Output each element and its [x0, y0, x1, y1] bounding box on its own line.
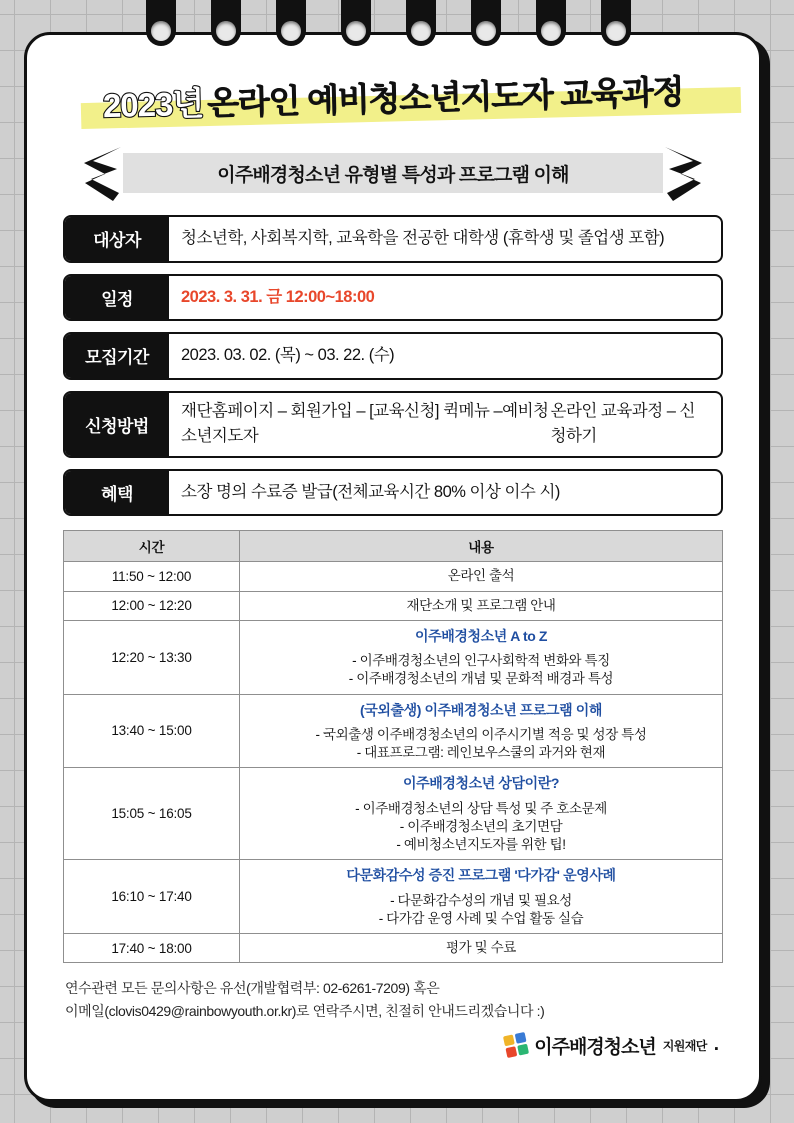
- info-label: 신청방법: [65, 393, 169, 456]
- binder-ring-3: [276, 0, 306, 46]
- info-list: [63, 215, 723, 516]
- schedule-content: [240, 860, 723, 934]
- info-value: [169, 393, 721, 456]
- info-row: [63, 274, 723, 322]
- brand-dot: .: [713, 1034, 719, 1056]
- info-value-line: 2023. 3. 31. 금 12:00~18:00: [181, 287, 375, 306]
- contact-note: [65, 977, 721, 1022]
- info-label: 혜택: [65, 471, 169, 515]
- binder-rings: [0, 0, 794, 70]
- brand-square-2: [515, 1032, 527, 1044]
- info-value-line: 온라인 교육과정 – 신청하기: [550, 401, 695, 446]
- schedule-content-line: - 다가감 운영 사례 및 수업 활동 실습: [378, 910, 584, 926]
- table-row: [64, 562, 723, 591]
- info-row: [63, 469, 723, 517]
- table-row: [64, 591, 723, 620]
- brand-square-4: [517, 1044, 529, 1056]
- info-value-line: 소장 명의 수료증 발급(전체교육시간 80% 이상 이수 시): [181, 482, 560, 501]
- subtitle-text: 이주배경청소년 유형별 특성과 프로그램 이해: [217, 164, 569, 186]
- schedule-time: 17:40 ~ 18:00: [64, 933, 240, 962]
- info-label: 모집기간: [65, 334, 169, 378]
- schedule-time: 16:10 ~ 17:40: [64, 860, 240, 934]
- schedule-content: [240, 694, 723, 768]
- schedule-content-heading: (국외출생) 이주배경청소년 프로그램 이해: [359, 701, 603, 718]
- schedule-content: [240, 933, 723, 962]
- schedule-time: 15:05 ~ 16:05: [64, 768, 240, 860]
- schedule-content-line: - 예비청소년지도자를 위한 팁!: [396, 837, 566, 853]
- binder-ring-5: [406, 0, 436, 46]
- info-value-line: 재단홈페이지 – 회원가입 – [교육신청] 퀵메뉴 –예비청소년지도자: [181, 401, 549, 446]
- brand-sub: 지원재단: [662, 1038, 707, 1053]
- schedule-time: 11:50 ~ 12:00: [64, 562, 240, 591]
- binder-ring-1: [146, 0, 176, 46]
- schedule-content-body: [246, 800, 716, 855]
- contact-line-2: 이메일(clovis0429@rainbowyouth.or.kr)로 연락주시면, 친절히 안내드리겠습니다 :): [65, 1002, 545, 1019]
- info-row: [63, 215, 723, 263]
- schedule-time: 12:00 ~ 12:20: [64, 591, 240, 620]
- schedule-content-line: - 국외출생 이주배경청소년의 이주시기별 적응 및 성장 특성: [315, 726, 647, 742]
- schedule-content-line: - 이주배경청소년의 개념 및 문화적 배경과 특성: [348, 671, 614, 687]
- schedule-content-line: 온라인 출석: [447, 568, 515, 584]
- schedule-content: [240, 768, 723, 860]
- info-value: [169, 276, 721, 320]
- table-row: [64, 933, 723, 962]
- schedule-content-line: - 이주배경청소년의 인구사회학적 변화와 특징: [352, 653, 610, 669]
- contact-line-1: 연수관련 모든 문의사항은 유선(개발협력부: 02-6261-7209) 혹은: [65, 980, 440, 997]
- table-row: [64, 860, 723, 934]
- poster-title: [55, 73, 731, 135]
- info-value-line: 청소년학, 사회복지학, 교육학을 전공한 대학생 (휴학생 및 졸업생 포함): [181, 229, 665, 247]
- info-label: 대상자: [65, 217, 169, 261]
- schedule-header-row: [64, 531, 723, 562]
- binder-ring-2: [211, 0, 241, 46]
- binder-ring-4: [341, 0, 371, 46]
- schedule-table: [63, 530, 723, 963]
- schedule-content: [240, 591, 723, 620]
- poster-card: [24, 32, 762, 1102]
- table-row: [64, 620, 723, 694]
- ribbon-tail-left-icon: [83, 143, 123, 205]
- table-row: [64, 694, 723, 768]
- brand-name: 이주배경청소년: [534, 1036, 656, 1058]
- binder-ring-8: [601, 0, 631, 46]
- schedule-time: 12:20 ~ 13:30: [64, 620, 240, 694]
- schedule-content-body: [246, 597, 716, 615]
- schedule-content-body: [246, 939, 716, 957]
- schedule-content-line: 평가 및 수료: [446, 939, 516, 955]
- binder-ring-7: [536, 0, 566, 46]
- brand-mark-icon: [503, 1032, 529, 1058]
- schedule-content-line: - 이주배경청소년의 초기면담: [399, 818, 563, 834]
- schedule-content-line: - 이주배경청소년의 상담 특성 및 주 호소문제: [355, 800, 607, 816]
- info-value: [169, 217, 721, 261]
- schedule-content-line: - 다문화감수성의 개념 및 필요성: [390, 892, 572, 908]
- schedule-content-line: 재단소개 및 프로그램 안내: [406, 597, 556, 613]
- binder-ring-6: [471, 0, 501, 46]
- ribbon-tail-right-icon: [663, 143, 703, 205]
- info-row: [63, 332, 723, 380]
- schedule-time: 13:40 ~ 15:00: [64, 694, 240, 768]
- schedule-content-line: - 대표프로그램: 레인보우스쿨의 과거와 현재: [356, 745, 606, 761]
- schedule-content-heading: 다문화감수성 증진 프로그램 '다가감' 운영사례: [346, 867, 616, 884]
- schedule-content-body: [246, 726, 716, 762]
- schedule-content-body: [246, 892, 716, 928]
- schedule-content: [240, 620, 723, 694]
- schedule-content-body: [246, 567, 716, 585]
- schedule-header-time: 시간: [64, 531, 240, 562]
- schedule-content-body: [246, 652, 716, 688]
- info-value: [169, 334, 721, 378]
- brand-square-3: [506, 1047, 518, 1059]
- info-row: [63, 391, 723, 458]
- info-value-line: 2023. 03. 02. (목) ~ 03. 22. (수): [181, 346, 395, 365]
- brand-square-1: [503, 1035, 515, 1047]
- table-row: [64, 768, 723, 860]
- info-label: 일정: [65, 276, 169, 320]
- schedule-content: [240, 562, 723, 591]
- title-main: 온라인 예비청소년지도자 교육과정: [206, 72, 684, 122]
- schedule-content-heading: 이주배경청소년 상담이란?: [402, 775, 559, 792]
- info-value: [169, 471, 721, 515]
- title-year: 2023년: [102, 84, 204, 125]
- schedule-header-content: 내용: [240, 531, 723, 562]
- subtitle-ribbon: [89, 149, 697, 197]
- brand-logo: [55, 1032, 719, 1059]
- schedule-content-heading: 이주배경청소년 A to Z: [414, 627, 548, 644]
